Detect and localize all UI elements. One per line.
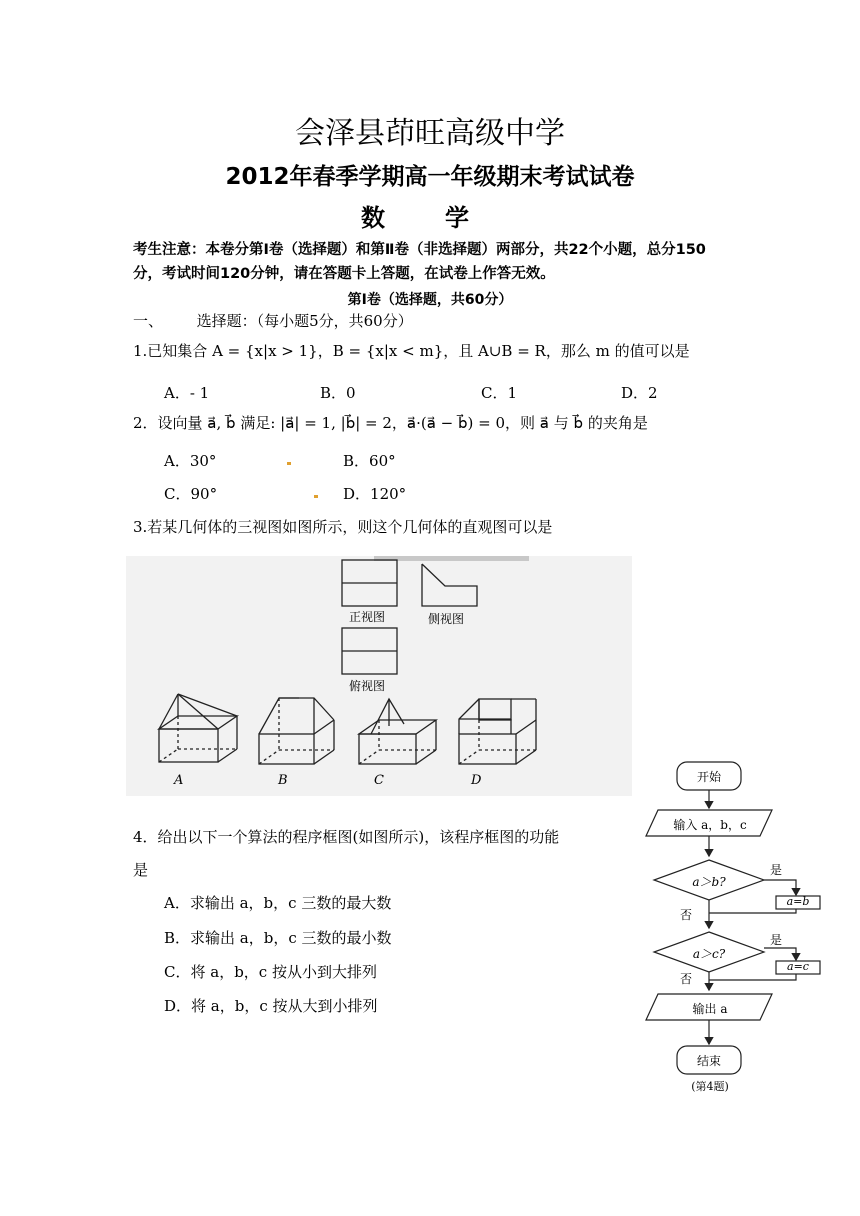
top-view-label: 俯视图 bbox=[349, 679, 386, 693]
subject-title: 数学 bbox=[361, 204, 529, 232]
q2-option-d: D．120° bbox=[343, 485, 407, 503]
flow-input: 输入 a，b，c bbox=[673, 818, 747, 832]
three-view-figure bbox=[126, 556, 632, 796]
q2-option-c: C．90° bbox=[164, 485, 218, 503]
q2-option-b: B．60° bbox=[343, 452, 396, 470]
q4-option-a: A．求输出 a，b，c 三数的最大数 bbox=[164, 894, 392, 912]
q1-option-a: A．- 1 bbox=[164, 384, 210, 402]
q4-option-b: B．求输出 a，b，c 三数的最小数 bbox=[164, 929, 392, 947]
section1-title: 选择题：（每小题5分，共60分） bbox=[196, 312, 413, 330]
flow-cond1: a＞b? bbox=[692, 875, 726, 889]
q1-option-c: C．1 bbox=[481, 384, 518, 402]
q2-option-a: A．30° bbox=[164, 452, 217, 470]
flowchart bbox=[640, 758, 830, 1098]
figure-option-a-label: A bbox=[174, 773, 184, 788]
flow-no2: 否 bbox=[680, 972, 693, 986]
flow-no1: 否 bbox=[680, 908, 693, 922]
flow-assign2: a=c bbox=[787, 960, 809, 973]
question-2: 2．设向量 a⃗, b⃗ 满足: |a⃗| = 1, |b⃗| = 2，a⃗·(a⃗ − b⃗) = 0，则 a⃗ 与 b⃗ 的夹角是 bbox=[133, 414, 648, 432]
question-3: 3.若某几何体的三视图如图所示，则这个几何体的直观图可以是 bbox=[133, 518, 553, 536]
flow-yes1: 是 bbox=[770, 863, 783, 877]
flow-end: 结束 bbox=[696, 1054, 721, 1068]
q1-option-b: B．0 bbox=[320, 384, 356, 402]
flow-yes2: 是 bbox=[770, 933, 783, 947]
flow-assign1: a=b bbox=[786, 895, 810, 908]
question-4-line1: 4．给出以下一个算法的程序框图(如图所示)，该程序框图的功能 bbox=[133, 828, 560, 846]
school-name: 会泽县茚旺高级中学 bbox=[295, 116, 565, 151]
question-4-line2: 是 bbox=[133, 861, 149, 879]
part1-title: 第Ⅰ卷（选择题，共60分） bbox=[347, 292, 513, 308]
exam-title: 2012年春季学期高一年级期末考试试卷 bbox=[225, 164, 635, 190]
q1-option-d: D．2 bbox=[621, 384, 658, 402]
orange-mark bbox=[314, 495, 318, 498]
figure-option-d-label: D bbox=[471, 773, 482, 788]
flow-caption: (第4题) bbox=[691, 1080, 729, 1093]
orange-mark bbox=[287, 462, 291, 465]
question-1: 1.已知集合 A = {x|x > 1}，B = {x|x < m}，且 A∪B = R，那么 m 的值可以是 bbox=[133, 342, 690, 360]
front-view-label: 正视图 bbox=[349, 610, 386, 624]
figure-option-c-label: C bbox=[374, 773, 384, 788]
q4-option-c: C．将 a，b，c 按从小到大排列 bbox=[164, 963, 377, 981]
flow-start: 开始 bbox=[696, 770, 721, 784]
q4-option-d: D．将 a，b，c 按从大到小排列 bbox=[164, 997, 378, 1015]
section1-heading bbox=[133, 310, 413, 331]
figure-option-b-label: B bbox=[278, 773, 288, 788]
exam-notice: 考生注意：本卷分第Ⅰ卷（选择题）和第Ⅱ卷（非选择题）两部分，共22个小题，总分150分，考试时间120分钟，请在答题卡上答题，在试卷上作答无效。 bbox=[133, 242, 706, 282]
section1-number: 一、 bbox=[133, 312, 164, 330]
side-view-label: 侧视图 bbox=[428, 612, 465, 626]
flow-output: 输出 a bbox=[692, 1002, 728, 1016]
flow-cond2: a＞c? bbox=[692, 947, 726, 961]
